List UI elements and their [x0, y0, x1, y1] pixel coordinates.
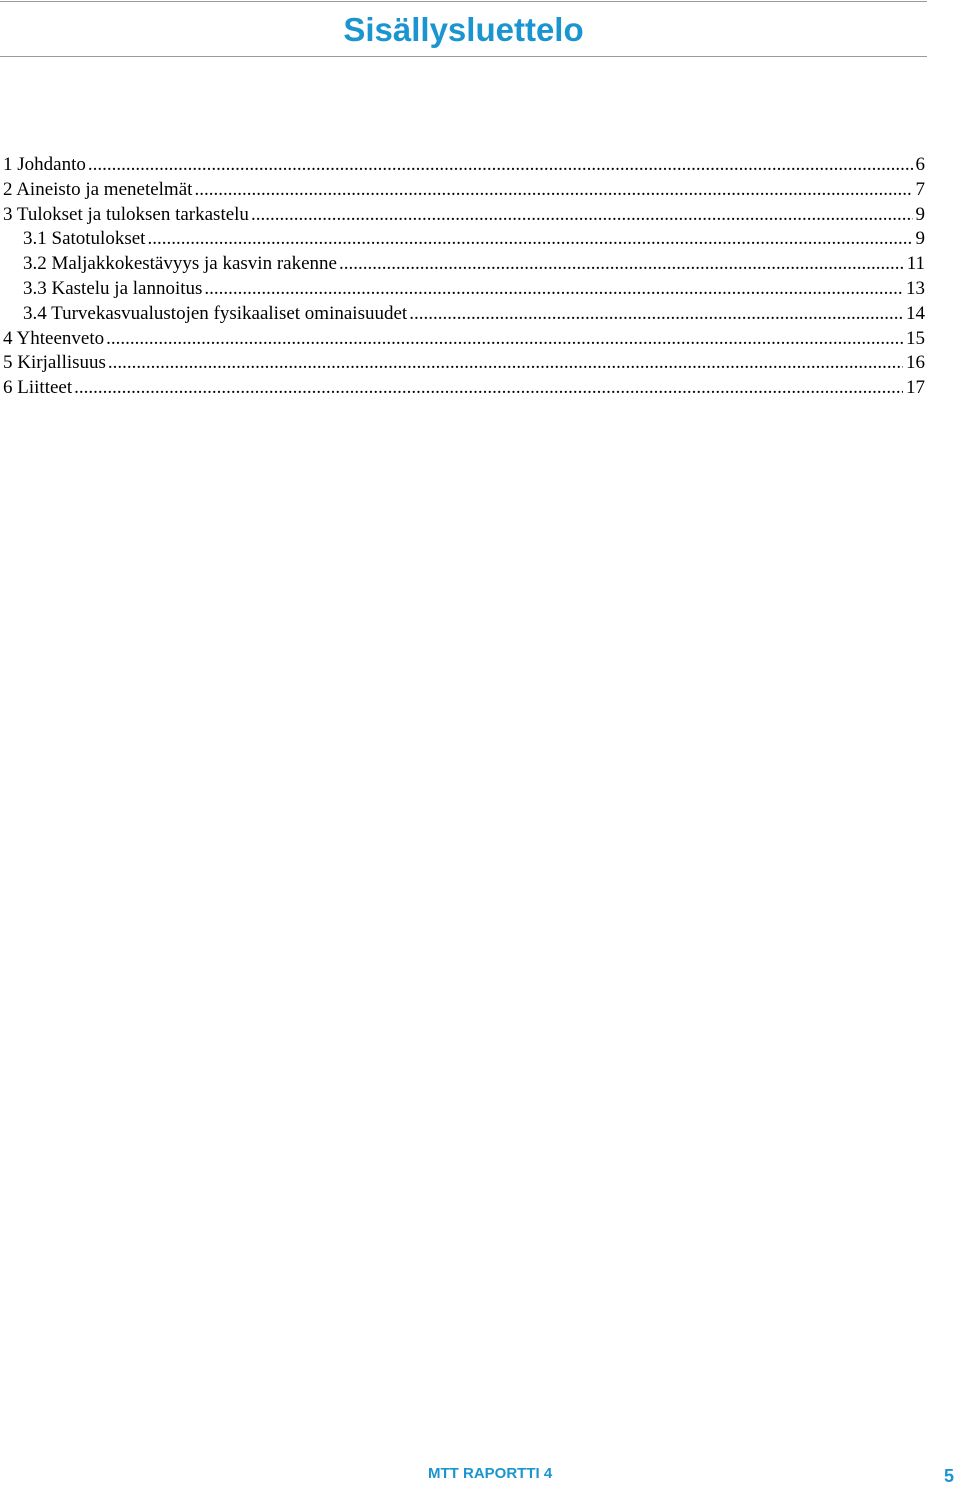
- toc-entry-label: 3.1 Satotulokset: [23, 228, 146, 250]
- toc-entry-label: 5 Kirjallisuus: [3, 352, 106, 374]
- toc-entry-label: 3.3 Kastelu ja lannoitus: [23, 277, 203, 299]
- title-underline: [0, 56, 927, 57]
- toc-entry-label: 6 Liitteet: [3, 377, 73, 399]
- toc-entry-label: 3.2 Maljakkokestävyys ja kasvin rakenne: [23, 253, 337, 275]
- toc-entry-maljakkokestavyys[interactable]: [3, 252, 925, 277]
- toc-entry-page: 15: [906, 327, 925, 349]
- toc-entry-turvekasvualustat[interactable]: [3, 302, 925, 327]
- toc-entry-kastelu[interactable]: [3, 277, 925, 302]
- toc-entry-page: 9: [915, 203, 925, 225]
- toc-entry-page: 6: [915, 154, 925, 175]
- toc-entry-label: 1 Johdanto: [3, 154, 86, 175]
- toc-leader-dots: [194, 178, 912, 203]
- toc-entry-label: 4 Yhteenveto: [3, 327, 105, 349]
- toc-leader-dots: [106, 327, 903, 352]
- toc-leader-dots: [339, 252, 904, 277]
- toc-entry-satotulokset[interactable]: [3, 227, 925, 252]
- toc-entry-page: 7: [915, 178, 925, 200]
- toc-entry-liitteet[interactable]: [3, 376, 925, 401]
- footer-page-number: 5: [943, 1466, 954, 1486]
- toc-leader-dots: [409, 302, 903, 327]
- footer-publication: MTT RAPORTTI 4: [428, 1465, 553, 1482]
- top-rule: [0, 1, 927, 2]
- toc-entry-label: 3.4 Turvekasvualustojen fysikaaliset ominaisuudet: [23, 302, 408, 324]
- toc-leader-dots: [108, 351, 903, 376]
- toc-entry-page: 9: [915, 228, 925, 250]
- toc-leader-dots: [74, 376, 903, 401]
- toc-entry-label: 3 Tulokset ja tuloksen tarkastelu: [3, 203, 249, 225]
- toc-leader-dots: [204, 277, 903, 302]
- toc-entry-page: 16: [906, 352, 925, 374]
- toc-entry-johdanto[interactable]: [3, 153, 925, 178]
- page-title: Sisällysluettelo: [343, 11, 584, 48]
- toc-leader-dots: [147, 227, 912, 252]
- toc-leader-dots: [251, 203, 913, 228]
- toc-entry-yhteenveto[interactable]: [3, 327, 925, 352]
- toc-leader-dots: [88, 153, 913, 178]
- toc-entry-page: 14: [906, 302, 925, 324]
- toc-entry-page: 11: [906, 253, 925, 275]
- toc-entry-kirjallisuus[interactable]: [3, 351, 925, 376]
- toc-entry-page: 17: [906, 377, 925, 399]
- toc-entry-aineisto[interactable]: [3, 178, 925, 203]
- table-of-contents: [3, 153, 925, 401]
- toc-entry-label: 2 Aineisto ja menetelmät: [3, 178, 193, 200]
- toc-entry-page: 13: [906, 277, 925, 299]
- toc-entry-tulokset[interactable]: [3, 203, 925, 228]
